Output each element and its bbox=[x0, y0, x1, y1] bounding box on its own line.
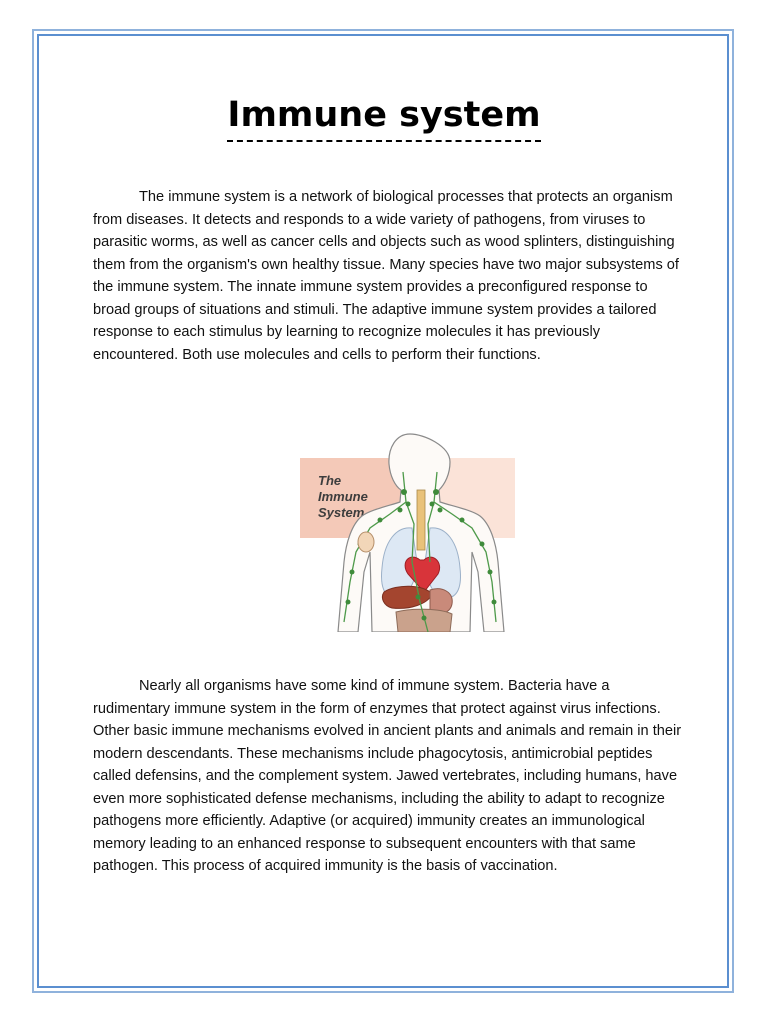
figure-label-line-3: System bbox=[318, 505, 365, 520]
trachea bbox=[417, 490, 425, 550]
figure-label-line-2: Immune bbox=[318, 489, 368, 504]
intestines bbox=[396, 609, 452, 632]
paragraph-2-text: Nearly all organisms have some kind of immune system. Bacteria have a rudimentary immune system in the form of enzymes that protect against virus infections. Other basic immune mechanisms evolved in ancient plants and animals and remain in their modern descendants. These mechanisms include phagocytosis, antimicrobial peptides called defensins, and the complement system. Jawed vertebrates, including humans, have even more sophisticated defense mechanisms, including the ability to adapt to recognize pathogens more efficiently. Adaptive (or acquired) immunity creates an immunological memory leading to an enhanced response to subsequent encounters with that same pathogen. This process of acquired immunity is the basis of vaccination. bbox=[93, 678, 682, 874]
immune-system-figure bbox=[300, 432, 515, 632]
document-title bbox=[0, 92, 768, 142]
title-text: Immune system bbox=[227, 92, 540, 142]
paragraph-1-text: The immune system is a network of biological processes that protects an organism from diseases. It detects and responds to a wide variety of pathogens, from viruses to parasitic worms, as well as cancer cells and objects such as wood splinters, distinguishing them from the organism's own healthy tissue. Many species have two major subsystems of the immune system. The innate immune system provides a preconfigured response to broad groups of situations and stimuli. The adaptive immune system provides a tailored response to each stimulus by learning to recognize molecules it has previously encountered. Both use molecules and cells to perform their functions. bbox=[93, 189, 679, 363]
shoulder-bone bbox=[358, 532, 374, 552]
paragraph-1 bbox=[93, 186, 683, 366]
immune-system-illustration bbox=[300, 432, 515, 632]
figure-label-line-1: The bbox=[318, 473, 342, 488]
paragraph-2 bbox=[93, 675, 683, 878]
